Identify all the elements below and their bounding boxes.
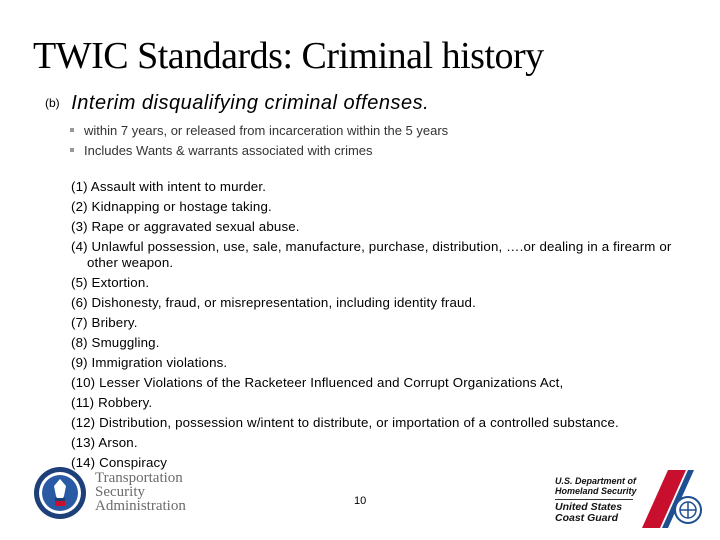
bullet-icon <box>70 128 74 132</box>
uscg-line: Coast Guard <box>555 512 619 524</box>
bullet-list <box>70 121 448 161</box>
offense-item: (2) Kidnapping or hostage taking. <box>71 199 272 214</box>
bullet-item <box>70 141 448 161</box>
slide-title: TWIC Standards: Criminal history <box>33 35 544 77</box>
page-number: 10 <box>354 495 367 507</box>
offense-item: (11) Robbery. <box>71 395 153 410</box>
offense-item: (14) Conspiracy <box>71 455 168 470</box>
offense-item: (7) Bribery. <box>71 315 138 330</box>
tsa-line: Security <box>95 484 145 500</box>
bullet-icon <box>70 148 74 152</box>
offense-item: (3) Rape or aggravated sexual abuse. <box>71 219 300 234</box>
offense-list <box>71 177 691 473</box>
tsa-line: Transportation <box>95 470 183 486</box>
dhs-seal-icon <box>33 466 87 520</box>
offense-item: (8) Smuggling. <box>71 335 160 350</box>
uscg-line: United States <box>555 501 623 513</box>
tsa-wordmark <box>95 471 186 513</box>
offense-item: (5) Extortion. <box>71 275 150 290</box>
coast-guard-stripe-icon <box>642 470 712 528</box>
section-prefix: (b) <box>45 96 60 110</box>
offense-item: (9) Immigration violations. <box>71 355 228 370</box>
bullet-text: within 7 years, or released from incarceration within the 5 years <box>84 123 449 138</box>
offense-item: (1) Assault with intent to murder. <box>71 179 267 194</box>
tsa-line: Administration <box>95 498 186 514</box>
dhs-line: U.S. Department of <box>555 476 637 486</box>
offense-item: (13) Arson. <box>71 435 138 450</box>
dhs-uscg-wordmark <box>555 476 645 524</box>
offense-item: (6) Dishonesty, fraud, or misrepresentation, including identity fraud. <box>71 295 476 310</box>
offense-item: (12) Distribution, possession w/intent to distribute, or importation of a controlled substance. <box>71 415 619 430</box>
section-heading-text: Interim disqualifying criminal offenses. <box>71 92 430 114</box>
bullet-item <box>70 121 448 141</box>
offense-item: (4) Unlawful possession, use, sale, manufacture, purchase, distribution, ….or dealing in a firearm or other weapon. <box>71 239 672 270</box>
dhs-line: Homeland Security <box>555 486 637 496</box>
divider <box>555 499 633 500</box>
section-heading <box>45 92 429 115</box>
offense-item: (10) Lesser Violations of the Racketeer Influenced and Corrupt Organizations Act, <box>71 375 564 390</box>
bullet-text: Includes Wants & warrants associated with crimes <box>84 143 373 158</box>
